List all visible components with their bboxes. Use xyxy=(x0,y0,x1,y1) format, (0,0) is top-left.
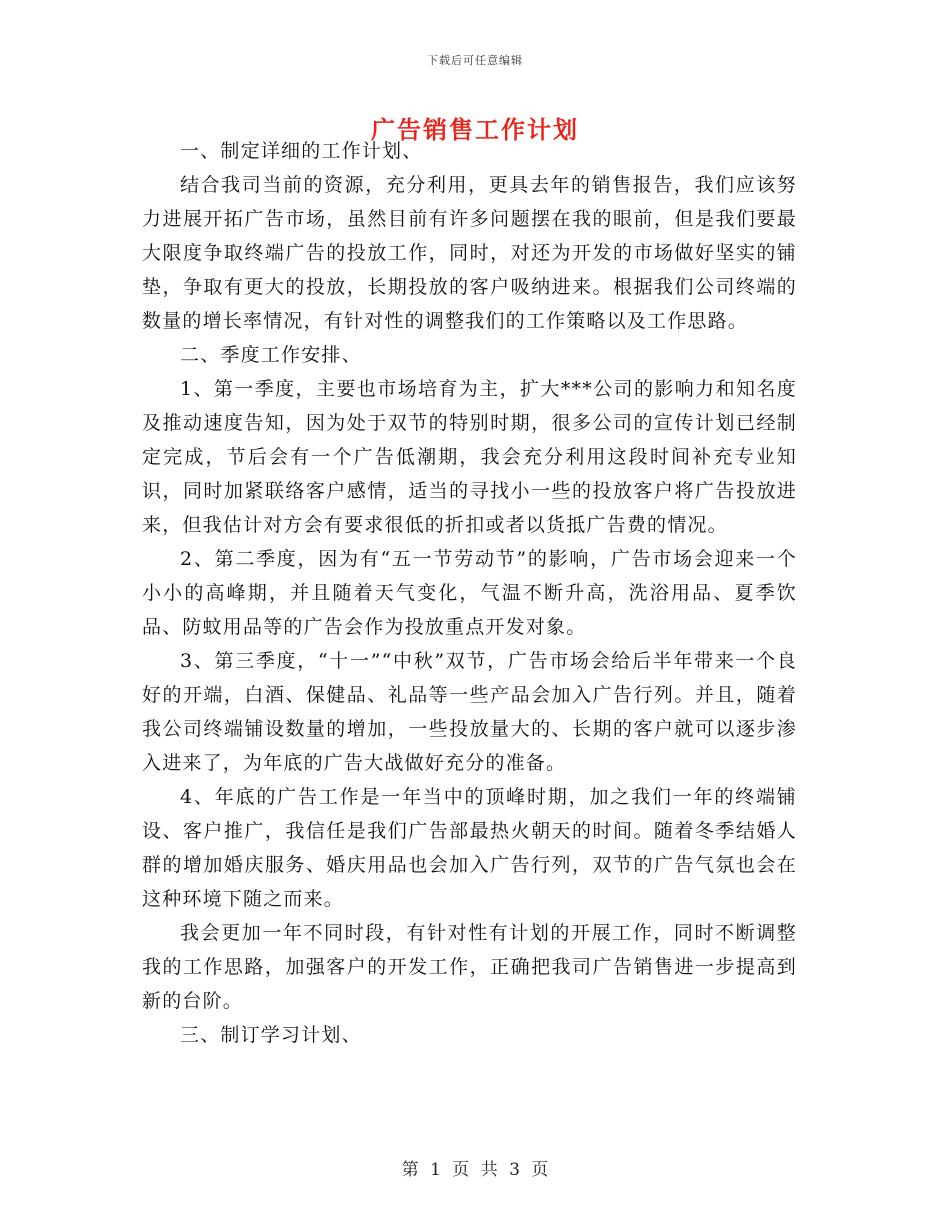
paragraph: 2、第二季度，因为有“五一节劳动节”的影响，广告市场会迎来一个小小的高峰期，并且随着天气变化，气温不断升高，洗浴用品、夏季饮品、防蚊用品等的广告会作为投放重点开发对象。 xyxy=(142,548,797,638)
paragraph: 1、第一季度，主要也市场培育为主，扩大***公司的影响力和知名度及推动速度告知，因为处于双节的特别时期，很多公司的宣传计划已经制定完成，节后会有一个广告低潮期，我会充分利用这段时间补充专业知识，同时加紧联络客户感情，适当的寻找小一些的投放客户将广告投放进来，但我估计对方会有要求很低的折扣或者以货抵广告费的情况。 xyxy=(142,378,797,536)
page-number: 第 1 页 共 3 页 xyxy=(401,1160,549,1180)
paragraph: 结合我司当前的资源，充分利用，更具去年的销售报告，我们应该努力进展开拓广告市场，虽然目前有许多问题摆在我的眼前，但是我们要最大限度争取终端广告的投放工作，同时，对还为开发的市场做好坚实的铺垫，争取有更大的投放，长期投放的客户吸纳进来。根据我们公司终端的数量的增长率情况，有针对性的调整我们的工作策略以及工作思路。 xyxy=(142,174,797,332)
paragraph: 3、第三季度，“十一”“中秋”双节，广告市场会给后半年带来一个良好的开端，白酒、保健品、礼品等一些产品会加入广告行列。并且，随着我公司终端铺设数量的增加，一些投放量大的、长期的客户就可以逐步渗入进来了，为年底的广告大战做好充分的准备。 xyxy=(142,650,797,774)
section-heading-2: 二、季度工作安排、 xyxy=(180,344,362,366)
document-body xyxy=(142,134,797,1052)
paragraph: 4、年底的广告工作是一年当中的顶峰时期，加之我们一年的终端铺设、客户推广，我信任是我们广告部最热火朝天的时间。随着冬季结婚人群的增加婚庆服务、婚庆用品也会加入广告行列，双节的广告气氛也会在这种环境下随之而来。 xyxy=(142,786,797,910)
document-title: 广告销售工作计划 xyxy=(371,115,579,144)
header-note: 下载后可任意编辑 xyxy=(427,54,523,67)
paragraph: 我会更加一年不同时段，有针对性有计划的开展工作，同时不断调整我的工作思路，加强客户的开发工作，正确把我司广告销售进一步提高到新的台阶。 xyxy=(142,922,797,1012)
section-heading-1: 一、制定详细的工作计划、 xyxy=(180,140,423,162)
section-heading-3: 三、制订学习计划、 xyxy=(180,1024,362,1046)
